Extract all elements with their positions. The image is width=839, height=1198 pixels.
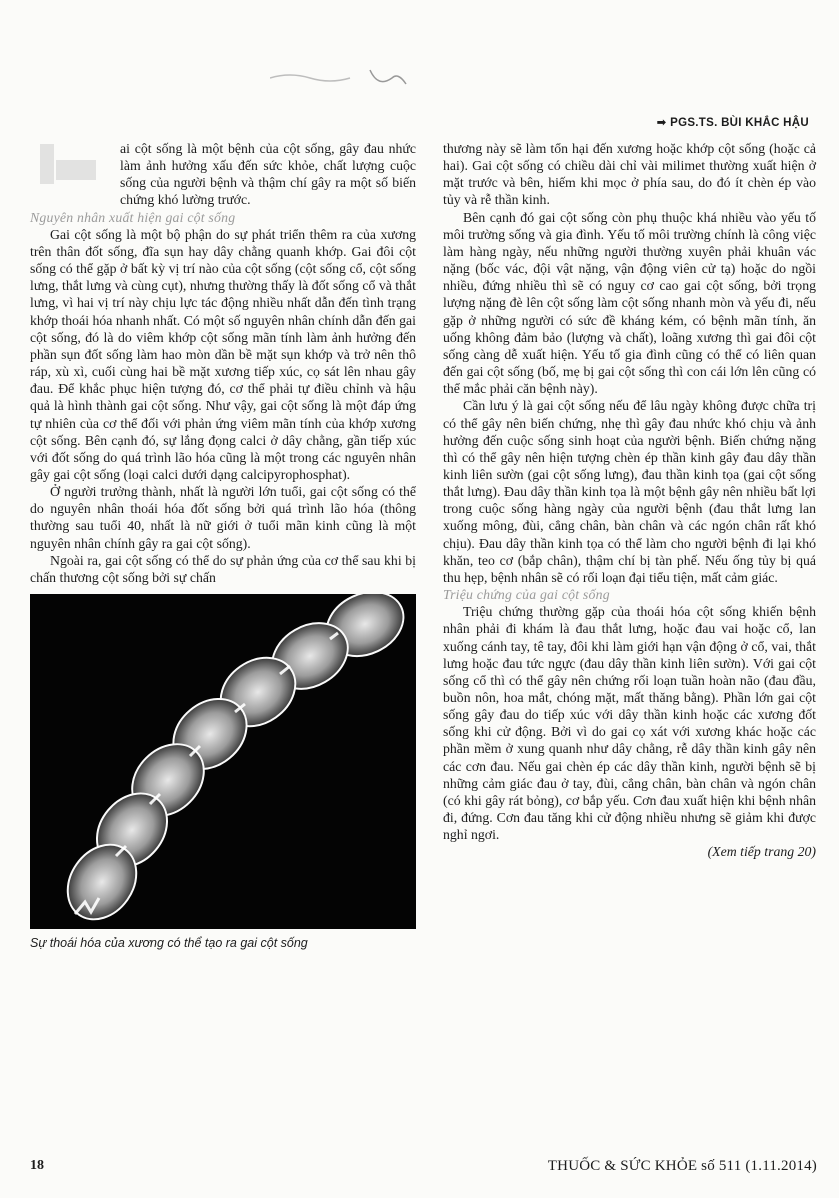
intro-text: ai cột sống là một bệnh của cột sống, gây đau nhức làm ảnh hưởng xấu đến sức khỏe, chất lượng cuộc sống của người bệnh và thậm chí gây ra một số biến chứng khó lường trước. <box>120 141 416 208</box>
left-paragraph-3: Ngoài ra, gai cột sống có thể do sự phản ứng của cơ thể sau khi bị chấn thương cột sống bởi sự chấn <box>30 552 416 585</box>
figure-caption: Sự thoái hóa của xương có thể tạo ra gai cột sống <box>30 936 308 951</box>
continued-note: (Xem tiếp trang 20) <box>707 844 816 860</box>
page-number: 18 <box>30 1158 44 1173</box>
right-paragraph-0: thương này sẽ làm tổn hại đến xương hoặc khớp cột sống (hoặc cả hai). Gai cột sống có chiều dài chỉ vài milimet thường xuất hiện ở mặt trước và bên, hiếm khi mọc ở phía sau, do đó ít chèn ép vào tủy và rễ thần kinh. <box>443 141 816 208</box>
publication-footer: THUỐC & SỨC KHỎE số 511 (1.11.2014) <box>547 1158 817 1174</box>
left-paragraph-1: Gai cột sống là một bộ phận do sự phát triển thêm ra của xương trên thân đốt sống, đĩa sụn hay dây chằng quanh khớp. Gai đôi cột sống có thể gặp ở bất kỳ vị trí nào của cột sống (cột sống cổ, cột sống lưng, thắt lưng và cùng cụt), nhưng thường thấy là đốt sống cổ và thắt lưng, vì hai vị trí này chịu lực tác động nhiều nhất dẫn đến tình trạng khớp thoái hóa nhanh nhất. Có một số nguyên nhân chính dẫn đến gai cột sống, đó là do viêm khớp cột sống mãn tính làm ảnh hưởng đến phần sụn đốt sống làm hao mòn dần bề mặt sụn khớp và trở nên thô ráp, xù xì, cuối cùng hai bề mặt xương tiếp xúc, cọ sát lên nhau gây đau. Để khắc phục hiện tượng đó, cơ thể phải tự điều chỉnh và hậu quả là hình thành gai cột sống. Như vậy, gai cột sống là một đáp ứng tự nhiên của cơ thể đối với phản ứng viêm mãn tính của khớp xương cột sống. Bên cạnh đó, sự lắng đọng calci ở dây chằng, gần tiếp xúc với đốt sống do quá trình lão hóa cũng là một trong các nguyên nhân gây gai cột sống (loại calci dưới dạng calcipyrophosphat). <box>30 226 416 482</box>
section-heading-symptoms: Triệu chứng của gai cột sống <box>443 587 610 603</box>
spine-xray-image <box>30 594 416 929</box>
header-decoration <box>270 60 470 100</box>
author-byline: ➡ PGS.TS. BÙI KHẮC HẬU <box>656 117 809 129</box>
right-column <box>443 140 816 861</box>
drop-cap-g <box>30 140 118 192</box>
right-paragraph-2: Cần lưu ý là gai cột sống nếu để lâu ngày không được chữa trị có thể gây nên biến chứng, nhẹ thì gây đau nhức khó chịu và ảnh hưởng đến cuộc sống sinh hoạt của người bệnh. Biến chứng nặng thì có thể gây nên hiện tượng chèn ép thần kinh gây đau dây thần kinh liên sườn (gai cột sống lưng), đau thần kinh tọa (gai cột sống thắt lưng). Đau dây thần kinh tọa là một bệnh gây nên nhiều bất lợi trong cuộc sống hàng ngày của người bệnh (đau thắt lưng lan xuống mông, đùi, cẳng chân, bàn chân và các ngón chân rất khó chịu). Đau dây thần kinh tọa có thể làm cho người bệnh đi lại khó khăn, teo cơ (bắp chân), thậm chí bị tàn phế. Nếu ống tủy bị quá thu hẹp, bệnh nhân sẽ có rối loạn đại tiểu tiện, mất cảm giác. <box>443 398 816 585</box>
section-heading-causes: Nguyên nhân xuất hiện gai cột sống <box>30 209 236 225</box>
left-paragraph-2: Ở người trưởng thành, nhất là người lớn tuổi, gai cột sống có thể do nguyên nhân thoái hóa đốt sống bởi quá trình lão hóa (thông thường sau tuổi 40, nhất là nữ giới ở tuổi mãn kinh cũng là một nguyên nhân chính gây ra gai cột sống). <box>30 484 416 551</box>
left-column <box>30 140 416 952</box>
right-paragraph-1: Bên cạnh đó gai cột sống còn phụ thuộc khá nhiều vào yếu tố môi trường sống và gia đình. Yếu tố môi trường chính là công việc làm hàng ngày, nếu những người thường xuyên phải khuân vác nặng (bốc vác, đội vật nặng, vận động viên cử tạ) hoặc do ngồi nhiều, đứng nhiều thì sẽ có nguy cơ cao gai cột sống, bởi trọng lượng nặng đè lên cột sống làm cột sống nhanh mòn và yếu đi, nếu gặp ở những người có sức đề kháng kém, có bệnh mãn tính, ăn uống không đảm bảo (lượng và chất), loãng xương thì gai đôi cột sống càng dễ xuất hiện. Yếu tố gia đình cũng có thể có liên quan đến gai cột sống (bố, mẹ bị gai cột sống thì con cái lớn lên cũng có thể mắc phải căn bệnh này). <box>443 209 816 397</box>
right-paragraph-3: Triệu chứng thường gặp của thoái hóa cột sống khiến bệnh nhân phải đi khám là đau thắt lưng, hoặc đau vai hoặc cổ, lan xuống cánh tay, tê tay, đôi khi làm giới hạn vận động ở cổ, vai, thắt lưng hoặc đau tức ngực (đau dây thần kinh liên sườn). Với gai cột sống cổ thì có thể gây nên chứng rối loạn tuần hoàn não (đau đầu, buồn nôn, hoa mắt, chóng mặt, mất thăng bằng). Phần lớn gai cột sống gây đau do tiếp xúc với dây thần kinh hoặc các xương đốt sống khi cử động. Bởi vì do gai cọ xát với xương khác hoặc các phần mềm ở xung quanh như dây chằng, rễ dây thần kinh gây nên các cơn đau. Nếu gai chèn ép các dây thần kinh, người bệnh sẽ bị những cảm giác đau ở tay, đùi, cẳng chân, bàn chân và ngón chân (có khi gây rát bỏng), cơ bắp yếu. Cơn đau xuất hiện khi bệnh nhân đi, đứng. Cơn đau tăng khi cử động nhiều nhưng sẽ giảm khi được nghỉ ngơi. <box>443 604 816 843</box>
